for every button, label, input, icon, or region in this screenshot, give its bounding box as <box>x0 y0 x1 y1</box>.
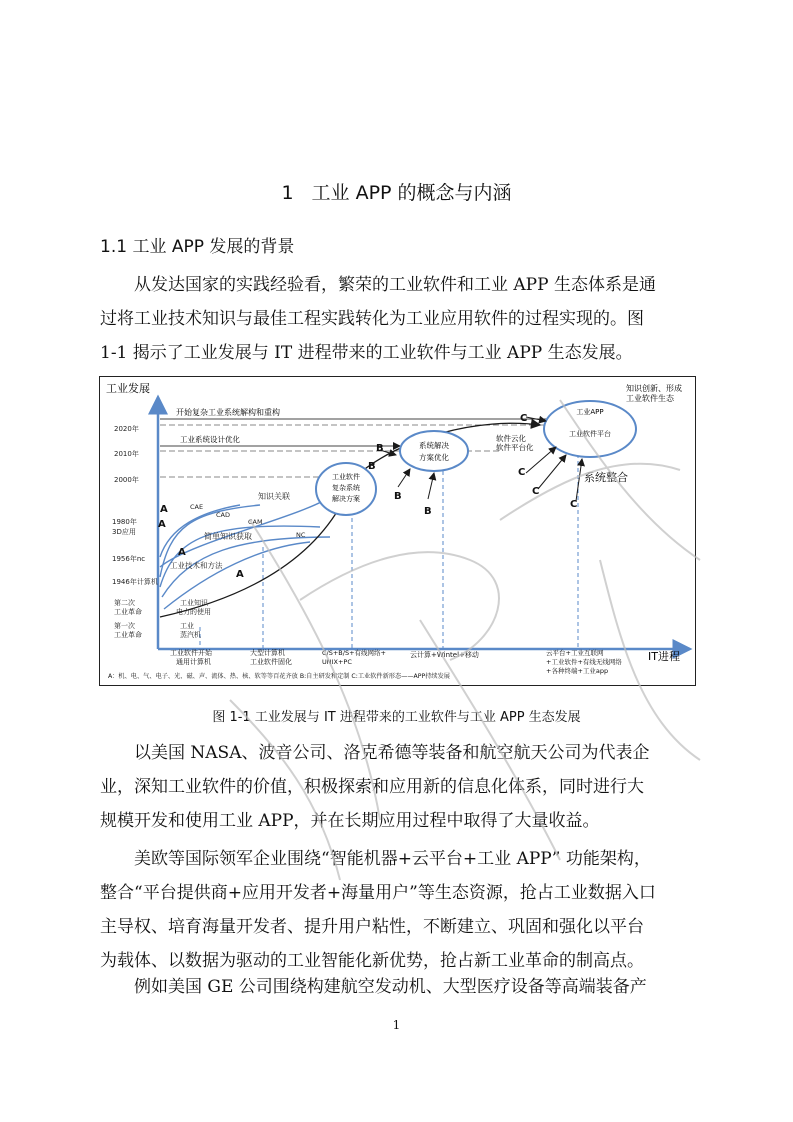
stage-letter: C <box>532 486 540 497</box>
curve-label: CAM <box>248 518 263 526</box>
x-stage-label: +各种终端+工业app <box>546 667 609 675</box>
bubble-text: 工业软件平台 <box>569 430 611 438</box>
paragraph-line: 整合“平台提供商+应用开发者+海量用户”等生态资源，抢占工业数据入口 <box>100 883 656 903</box>
stage-letter: A <box>178 547 186 558</box>
curve-label: 蒸汽机 <box>180 631 201 639</box>
x-stages <box>170 648 622 675</box>
chapter-title <box>0 178 793 205</box>
bubble-3 <box>544 401 636 457</box>
figure-caption: 图 1-1 工业发展与 IT 进程带来的工业软件与工业 APP 生态发展 <box>212 710 581 725</box>
y-tick: 2000年 <box>114 476 139 484</box>
x-stage-label: +工业软件+有线无线网络 <box>546 658 622 666</box>
y-axis-label: 工业发展 <box>106 382 150 395</box>
curve-label: 知识关联 <box>258 492 290 501</box>
bubble-text: 解决方案 <box>332 495 360 503</box>
y-tick: 工业革命 <box>114 608 142 616</box>
paragraph-line: 规模开发和使用工业 APP，并在长期应用过程中取得了大量收益。 <box>100 811 600 831</box>
curve-label: 工业 <box>180 622 194 630</box>
y-tick: 1980年 <box>112 518 137 526</box>
paragraph-line: 为载体、以数据为驱动的工业智能化新优势，抢占新工业革命的制高点。 <box>100 951 644 971</box>
bubble-text: 复杂系统 <box>332 484 360 492</box>
curve-label: 电力的使用 <box>176 608 211 616</box>
x-stage-label: 工业软件固化 <box>250 658 292 666</box>
side-note: 工业软件生态 <box>626 394 674 403</box>
bubble-text: 工业APP <box>576 408 604 416</box>
y-tick: 第二次 <box>114 599 135 607</box>
paragraph-line: 过将工业技术知识与最佳工程实践转化为工业应用软件的过程实现的。图 <box>100 309 644 329</box>
figure-diagram <box>100 377 697 687</box>
paragraph-2 <box>100 736 693 838</box>
y-tick: 2020年 <box>114 425 139 433</box>
x-stage-label: 云计算+Wintel+移动 <box>410 651 479 659</box>
main-trend-curve <box>160 487 350 617</box>
x-stage-label: 云平台+工业互联网 <box>546 649 604 657</box>
hline-label: 开始复杂工业系统解构和重构 <box>176 408 280 417</box>
curve-label: 工业技术和方法 <box>170 561 223 570</box>
side-note: 系统整合 <box>584 471 628 484</box>
curve-label: CAD <box>216 511 230 519</box>
stage-letter: C <box>570 499 578 510</box>
curve-label: CAE <box>190 503 204 511</box>
paragraph-line: 1-1 揭示了工业发展与 IT 进程带来的工业软件与工业 APP 生态发展。 <box>100 343 633 363</box>
bubble-text: 工业软件 <box>332 473 360 481</box>
bubble-text: 系统解决 <box>419 441 449 450</box>
paragraph-line: 主导权、培育海量开发者、提升用户粘性，不断建立、巩固和强化以平台 <box>100 917 644 937</box>
paragraph-line: 例如美国 GE 公司围绕构建航空发动机、大型医疗设备等高端装备产 <box>134 977 647 997</box>
curve-label: 简单知识获取 <box>204 532 252 541</box>
stage-letter: C <box>520 413 528 424</box>
bubble-text: 方案优化 <box>419 453 449 462</box>
stage-letter: B <box>376 443 384 454</box>
y-tick: 3D应用 <box>112 528 136 536</box>
chapter-title-text: 工业 APP 的概念与内涵 <box>311 182 512 204</box>
x-stage-label: C/S+B/S+有线网络+ <box>322 649 386 657</box>
page-number: 1 <box>392 1018 401 1032</box>
stage-letter: B <box>394 491 402 502</box>
chapter-number: 1 <box>281 182 294 204</box>
bubble-1 <box>316 463 376 515</box>
y-ticks <box>112 424 158 639</box>
stage-letter: B <box>424 506 432 517</box>
x-stage-label: 大型计算机 <box>250 649 285 657</box>
x-axis-label: IT进程 <box>648 650 680 663</box>
side-note: 软件云化 <box>496 434 526 443</box>
x-stage-label: UNIX+PC <box>322 658 352 666</box>
bubble-2 <box>400 431 468 471</box>
paragraph-line: 业，深知工业软件的价值，积极探索和应用新的信息化体系，同时进行大 <box>100 777 644 797</box>
stage-letter: A <box>160 504 168 515</box>
side-note: 软件平台化 <box>496 443 534 452</box>
y-tick: 工业革命 <box>114 631 142 639</box>
paragraph-1 <box>100 268 693 370</box>
stage-letter: A <box>236 569 244 580</box>
paragraph-line: 从发达国家的实践经验看，繁荣的工业软件和工业 APP 生态体系是通 <box>134 275 656 295</box>
side-note: 知识创新、形成 <box>626 384 682 393</box>
y-tick: 1956年nc <box>112 555 146 563</box>
stage-letter: C <box>518 467 526 478</box>
curve-label: NC <box>296 531 306 539</box>
x-stage-label: 通用计算机 <box>176 658 211 666</box>
x-stage-label: 工业软件开始 <box>170 649 212 657</box>
y-tick: 1946年计算机 <box>112 578 158 586</box>
y-tick: 第一次 <box>114 622 135 630</box>
section-title: 1.1 工业 APP 发展的背景 <box>100 237 295 257</box>
paragraph-3 <box>100 842 693 978</box>
hline-label: 工业系统设计优化 <box>180 435 240 444</box>
figure-1-1 <box>99 376 696 686</box>
curve-label: 工业知识 <box>180 599 208 607</box>
figure-legend: A：机、电、气、电子、光、磁、声、流体、热、核、软等等百花齐放 B:自主研发和定制 C:工业软件新形态——APP持续发展 <box>108 673 450 680</box>
paragraph-line: 美欧等国际领军企业围绕“智能机器+云平台+工业 APP” 功能架构， <box>134 849 651 869</box>
stage-letter: A <box>158 519 166 530</box>
paragraph-4 <box>100 970 693 1004</box>
y-tick: 2010年 <box>114 450 139 458</box>
stage-letter: B <box>368 461 376 472</box>
paragraph-line: 以美国 NASA、波音公司、洛克希德等装备和航空航天公司为代表企 <box>134 743 650 763</box>
